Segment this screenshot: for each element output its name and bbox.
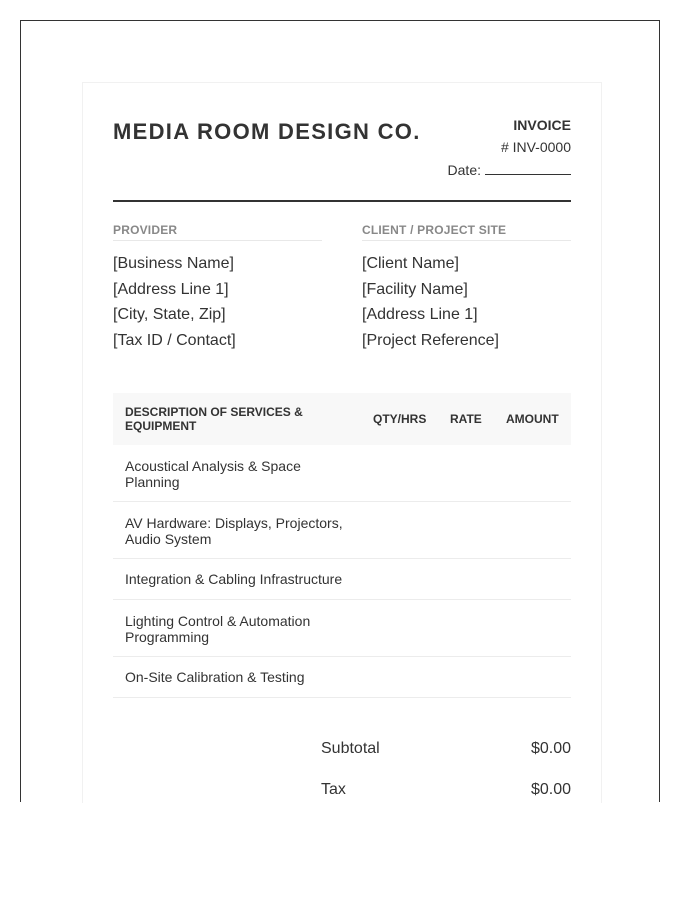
invoice-label: INVOICE — [513, 117, 571, 133]
date-field — [448, 162, 571, 178]
tax-label: Tax — [321, 781, 346, 798]
subtotal-value: $0.00 — [530, 740, 571, 757]
provider-line: [Business Name] — [113, 255, 234, 272]
table-row — [113, 600, 571, 657]
date-label: Date: — [447, 162, 481, 178]
subtotal-label: Subtotal — [321, 740, 380, 757]
column-header-description: DESCRIPTION OF SERVICES & EQUIPMENT — [125, 405, 303, 433]
table-row — [113, 559, 571, 600]
client-block — [362, 223, 571, 353]
client-line: [Address Line 1] — [362, 306, 478, 323]
client-line: [Facility Name] — [362, 280, 468, 298]
company-name: MEDIA ROOM DESIGN CO. — [113, 119, 421, 144]
row-description: On-Site Calibration & Testing — [125, 669, 305, 685]
provider-line: [Tax ID / Contact] — [113, 331, 236, 349]
row-description: Integration & Cabling Infrastructure — [125, 571, 343, 587]
client-line: [Project Reference] — [362, 331, 499, 349]
invoice-number: # INV-0000 — [500, 139, 571, 155]
tax-value: $0.00 — [530, 781, 571, 798]
column-header-qty: QTY/HRS — [373, 412, 427, 426]
client-title: CLIENT / PROJECT SITE — [362, 223, 571, 241]
page-frame — [20, 20, 660, 802]
table-row — [113, 502, 571, 559]
row-description: Lighting Control & Automation Programming — [125, 613, 311, 645]
column-header-rate: RATE — [450, 412, 482, 426]
provider-block — [113, 223, 322, 353]
client-line: [Client Name] — [362, 255, 459, 272]
row-description: AV Hardware: Displays, Projectors, Audio System — [125, 515, 343, 547]
provider-line: [Address Line 1] — [113, 280, 229, 298]
header-divider — [113, 200, 571, 202]
table-row — [113, 657, 571, 698]
row-description: Acoustical Analysis & Space Planning — [125, 458, 301, 490]
services-table — [113, 393, 571, 698]
date-blank-line — [485, 162, 571, 175]
table-row — [113, 445, 571, 502]
subtotal-row — [321, 740, 571, 781]
provider-title: PROVIDER — [113, 223, 322, 241]
tax-row — [321, 781, 571, 822]
table-header — [113, 393, 571, 445]
column-header-amount: AMOUNT — [506, 412, 559, 426]
totals-block — [321, 740, 571, 822]
provider-line: [City, State, Zip] — [113, 306, 226, 323]
invoice-sheet — [82, 82, 602, 803]
